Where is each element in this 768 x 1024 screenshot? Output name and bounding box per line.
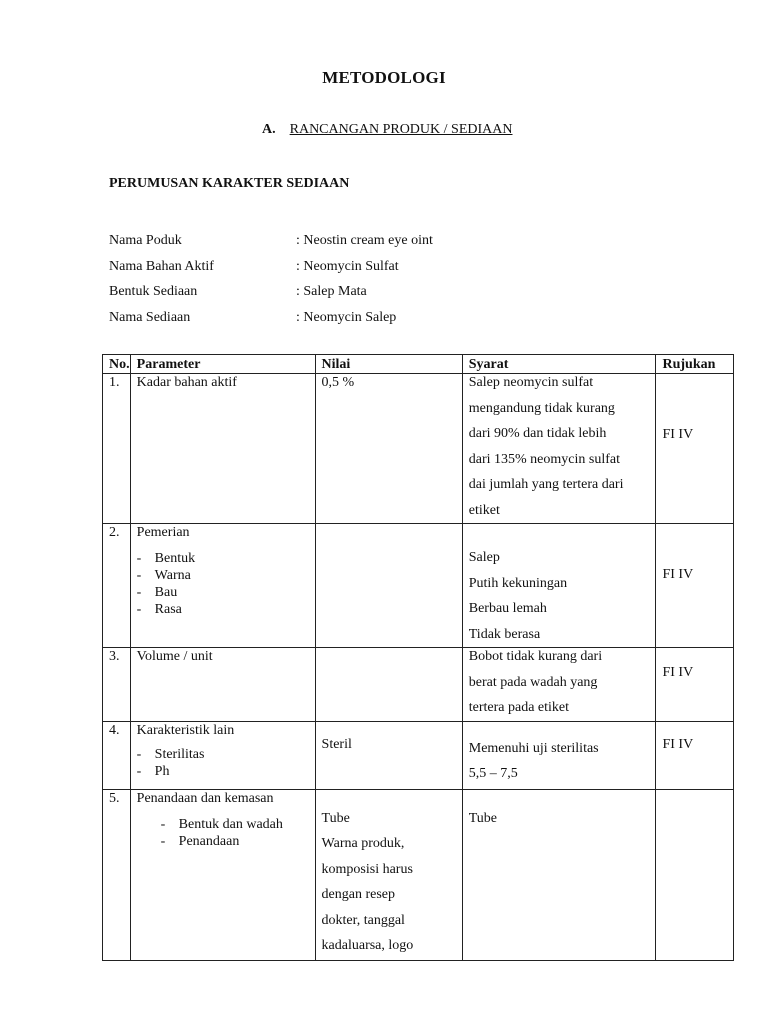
header-no: No.: [103, 355, 131, 374]
cell-parameter: [130, 648, 315, 722]
info-label: Bentuk Sediaan: [109, 284, 198, 299]
section-letter: A.: [262, 122, 276, 137]
parameter-label: Pemerian: [136, 525, 190, 540]
syarat-line: berat pada wadah yang: [468, 674, 598, 690]
parameter-label: Karakteristik lain: [136, 722, 235, 738]
sub-item: - Rasa: [136, 602, 182, 617]
sub-item: - Bau: [136, 585, 178, 600]
nilai-line: komposisi harus: [321, 861, 413, 877]
cell-rujukan: [656, 789, 734, 960]
syarat-line: Memenuhi uji sterilitas: [468, 740, 599, 756]
info-value: : Neostin cream eye oint: [296, 233, 433, 248]
syarat-line: Tube: [468, 810, 498, 826]
cell-parameter: [130, 721, 315, 789]
header-syarat: Syarat: [462, 355, 656, 374]
table-row: [103, 374, 734, 524]
syarat-line: dai jumlah yang tertera dari: [468, 477, 624, 492]
sub-item: - Ph: [136, 763, 170, 779]
syarat-line: etiket: [468, 502, 500, 518]
nilai-line: dengan resep: [321, 887, 395, 902]
cell-parameter: [130, 524, 315, 648]
header-nilai: Nilai: [315, 355, 462, 374]
sub-item: - Warna: [136, 568, 191, 583]
info-label: Nama Poduk: [109, 233, 182, 248]
nilai-text: 0,5 %: [321, 375, 355, 390]
syarat-line: dari 135% neomycin sulfat: [468, 451, 620, 467]
cell-syarat: [462, 721, 656, 789]
syarat-line: dari 90% dan tidak lebih: [468, 426, 607, 441]
cell-nilai: [315, 789, 462, 960]
info-label: Nama Sediaan: [109, 309, 191, 325]
syarat-line: Putih kekuningan: [468, 575, 568, 591]
nilai-line: Warna produk,: [321, 836, 405, 851]
parameter-label: Kadar bahan aktif: [136, 375, 237, 390]
info-row: [109, 233, 433, 259]
rujukan-text: FI IV: [662, 427, 694, 442]
subheading: PERUMUSAN KARAKTER SEDIAAN: [109, 176, 350, 191]
cell-rujukan: [656, 721, 734, 789]
section-title: RANCANGAN PRODUK / SEDIAAN: [289, 122, 513, 137]
cell-no: 3.: [103, 648, 131, 722]
syarat-line: Salep neomycin sulfat: [468, 375, 594, 390]
cell-no: 5.: [103, 789, 131, 960]
sub-item: - Sterilitas: [136, 746, 205, 762]
cell-syarat: [462, 648, 656, 722]
cell-nilai: [315, 648, 462, 722]
cell-syarat: [462, 374, 656, 524]
syarat-line: 5,5 – 7,5: [468, 766, 518, 781]
sub-item: - Penandaan: [160, 833, 240, 849]
nilai-line: dokter, tanggal: [321, 912, 405, 928]
rujukan-text: FI IV: [662, 736, 694, 752]
info-value: : Neomycin Sulfat: [296, 258, 399, 274]
syarat-line: Bobot tidak kurang dari: [468, 649, 603, 664]
table-row: [103, 721, 734, 789]
cell-syarat: [462, 789, 656, 960]
parameter-table: [102, 354, 734, 961]
cell-parameter: [130, 789, 315, 960]
cell-parameter: [130, 374, 315, 524]
table-row: [103, 524, 734, 648]
syarat-line: Salep: [468, 550, 500, 565]
cell-nilai: [315, 721, 462, 789]
header-parameter: Parameter: [130, 355, 315, 374]
nilai-text: Steril: [321, 736, 352, 752]
cell-rujukan: [656, 524, 734, 648]
info-row: [109, 284, 433, 310]
rujukan-text: FI IV: [662, 665, 694, 680]
cell-rujukan: [656, 648, 734, 722]
parameter-label: Penandaan dan kemasan: [136, 790, 274, 806]
product-info: [109, 233, 433, 335]
section-heading: [262, 122, 512, 138]
syarat-line: Tidak berasa: [468, 626, 541, 642]
syarat-line: Berbau lemah: [468, 601, 547, 616]
nilai-line: Tube: [321, 810, 350, 826]
cell-no: 1.: [103, 374, 131, 524]
info-row: [109, 310, 433, 336]
table-row: [103, 648, 734, 722]
info-label: Nama Bahan Aktif: [109, 258, 214, 274]
rujukan-text: FI IV: [662, 567, 694, 582]
table-row: [103, 789, 734, 960]
info-row: [109, 259, 433, 285]
info-value: : Salep Mata: [296, 284, 367, 299]
cell-rujukan: [656, 374, 734, 524]
sub-item: - Bentuk dan wadah: [160, 816, 283, 832]
cell-syarat: [462, 524, 656, 648]
nilai-line: kadaluarsa, logo: [321, 938, 414, 953]
cell-nilai: [315, 374, 462, 524]
info-value: : Neomycin Salep: [296, 309, 397, 325]
cell-no: 4.: [103, 721, 131, 789]
parameter-label: Volume / unit: [136, 649, 213, 664]
cell-nilai: [315, 524, 462, 648]
cell-no: 2.: [103, 524, 131, 648]
syarat-line: tertera pada etiket: [468, 700, 570, 715]
document-title: METODOLOGI: [322, 68, 446, 87]
sub-item: - Bentuk: [136, 551, 196, 566]
header-rujukan: Rujukan: [656, 355, 734, 374]
syarat-line: mengandung tidak kurang: [468, 400, 615, 416]
